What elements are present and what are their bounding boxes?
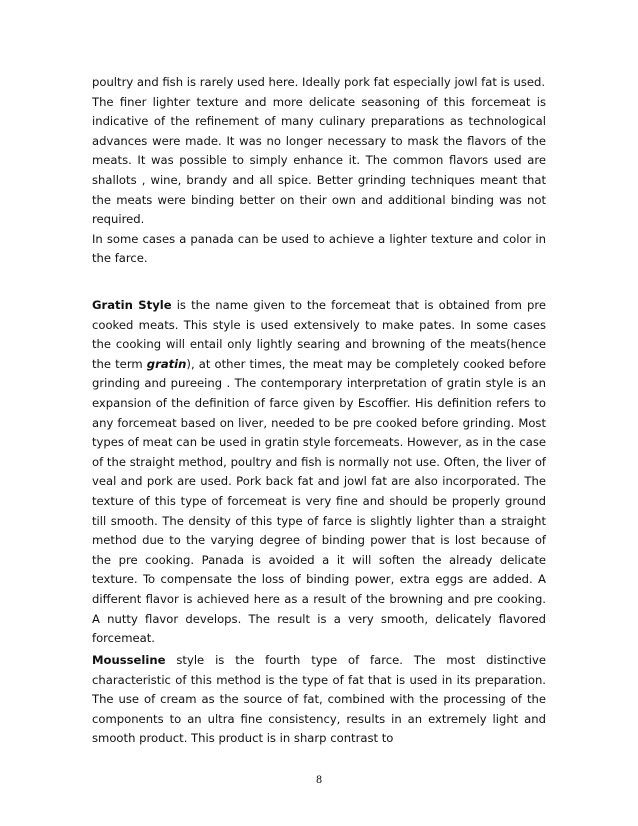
paragraph: The finer lighter texture and more delicate seasoning of this forcemeat is indicative of the refinement of many culinary preparations as technological advances were made. It was no longer necessary to mask the flavors of the meats. It was possible to simply enhance it. The common flavors used are shallots , wine, brandy and all spice. Better grinding techniques meant that the meats were binding better on their own and additional binding was not required.	[92, 94, 546, 227]
page-number: 8	[315, 775, 323, 786]
paragraph: In some cases a panada can be used to achieve a lighter texture and color in the farce.	[92, 231, 546, 266]
paragraph	[92, 296, 546, 649]
term-mousseline: Mousseline	[92, 653, 166, 667]
paragraph-text: is the name given to the forcemeat that is obtained from pre cooked meats. This style is used extensively to make pates. In some cases the cooking will entail only lightly searing and browning of the meats(hence the term	[92, 298, 546, 371]
paragraph-block-straight-method	[92, 73, 546, 269]
paragraph-block-mousseline	[92, 651, 546, 749]
paragraph-text: style is the fourth type of farce. The most distinctive characteristic of this method is the type of fat that is used in its preparation. The use of cream as the source of fat, combined with the processing of the components to an ultra fine consistency, results in an extremely light and smooth product. This product is in sharp contrast to	[92, 653, 546, 746]
paragraph-text: ), at other times, the meat may be completely cooked before grinding and pureeing . The contemporary interpretation of gratin style is an expansion of the definition of farce given by Escoffier. His definition refers to any forcemeat based on liver, needed to be pre cooked before grinding. Most types of meat can be used in gratin style forcemeats. However, as in the case of the straight method, poultry and fish is normally not use. Often, the liver of veal and pork are used. Pork back fat and jowl fat are also incorporated. The texture of this type of forcemeat is very fine and should be properly ground till smooth. The density of this type of farce is slightly lighter than a straight method due to the varying degree of binding power that is lost because of the pre cooking. Panada is avoided a it will soften the already delicate texture. To compensate the loss of binding power, extra eggs are added. A different flavor is achieved here as a result of the browning and pre cooking. A nutty flavor develops. The result is a very smooth, delicately flavored forcemeat.	[92, 356, 546, 646]
paragraph	[92, 651, 546, 749]
paragraph: poultry and fish is rarely used here. Ideally pork fat especially jowl fat is used.	[92, 75, 546, 89]
term-gratin-style: Gratin Style	[92, 298, 172, 312]
paragraph-block-gratin-style	[92, 296, 546, 649]
emphasis-gratin: gratin	[146, 356, 187, 371]
